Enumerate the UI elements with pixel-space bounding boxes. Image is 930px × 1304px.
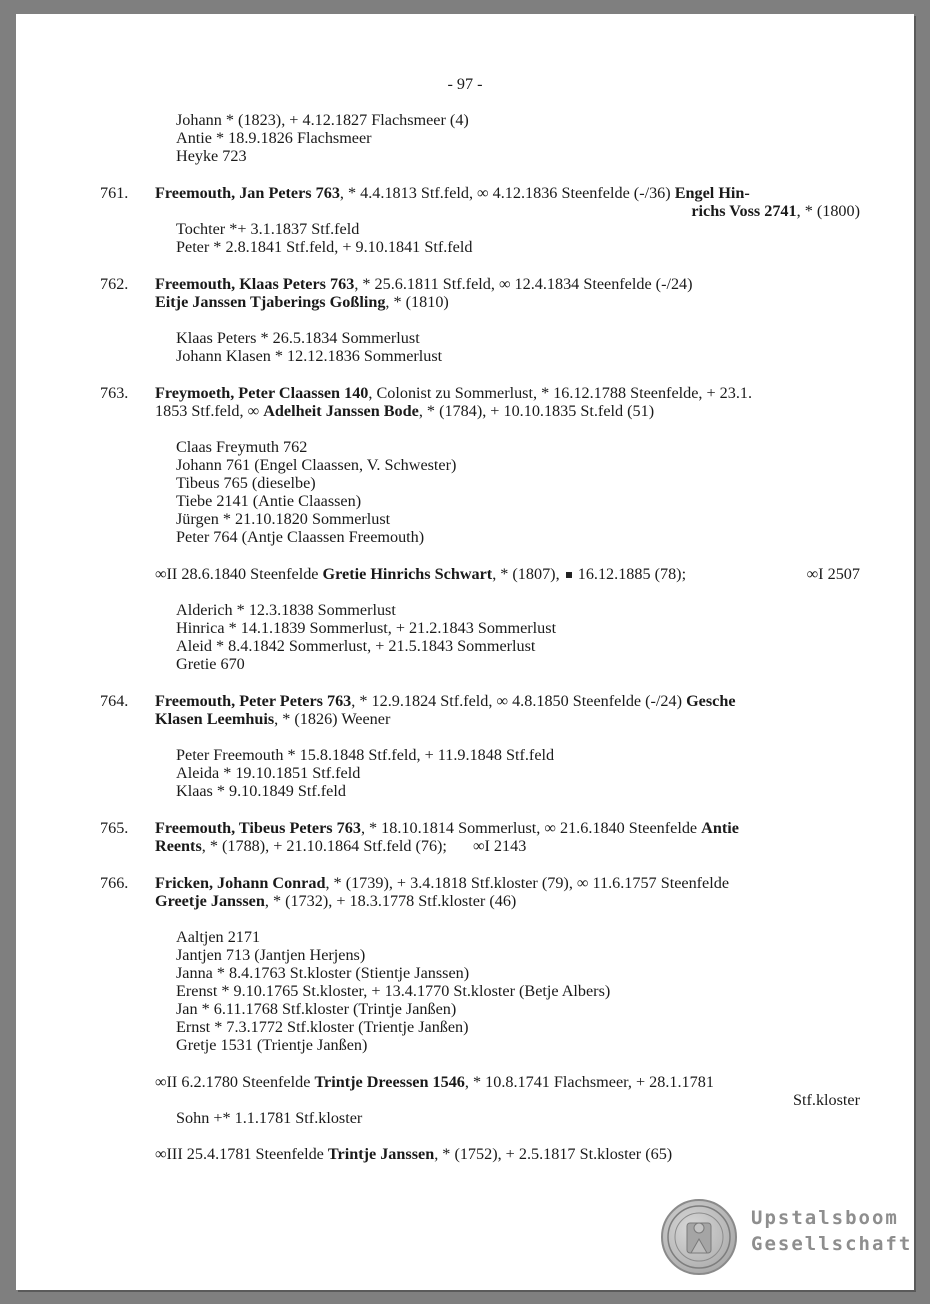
second-marriage-line	[155, 1073, 714, 1091]
person-name: Freemouth, Tibeus Peters 763	[155, 819, 361, 837]
entry-heading-continuation	[155, 293, 449, 311]
entry-number: 765.	[100, 819, 129, 837]
document-content	[16, 14, 914, 1290]
entry-details: , * 12.9.1824 Stf.feld, ∞ 4.8.1850 Steenfelde (-/24)	[351, 692, 687, 710]
entry-details: , * (1739), + 3.4.1818 Stf.kloster (79), ∞ 11.6.1757 Steenfelde	[325, 874, 730, 892]
marriage-details: ∞II 28.6.1840 Steenfelde	[155, 565, 323, 583]
entry-details: , * (1784), + 10.10.1835 St.feld (51)	[418, 402, 655, 420]
entry-details: , Colonist zu Sommerlust, * 16.12.1788 Steenfelde, + 23.1.	[368, 384, 753, 402]
person-name: Fricken, Johann Conrad	[155, 874, 326, 892]
child-line: Klaas * 9.10.1849 Stf.feld	[176, 782, 346, 800]
entry-details: , * (1732), + 18.3.1778 Stf.kloster (46)	[264, 892, 517, 910]
child-line: Peter 764 (Antje Claassen Freemouth)	[176, 528, 425, 546]
third-marriage-line	[155, 1145, 672, 1163]
child-line: Sohn +* 1.1.1781 Stf.kloster	[176, 1109, 363, 1127]
child-line: Aleida * 19.10.1851 Stf.feld	[176, 764, 361, 782]
burial-mark-icon	[566, 572, 572, 578]
spouse-name: Trintje Dreessen 1546	[314, 1073, 465, 1091]
page-number: - 97 -	[447, 75, 483, 93]
child-line: Erenst * 9.10.1765 St.kloster, + 13.4.1770 St.kloster (Betje Albers)	[176, 982, 611, 1000]
child-line: Gretje 1531 (Trientje Janßen)	[176, 1036, 368, 1054]
spouse-name: Engel Hin-	[674, 184, 750, 202]
spouse-name: Reents	[155, 837, 202, 855]
entry-details: , * (1788), + 21.10.1864 Stf.feld (76);	[201, 837, 447, 855]
spouse-name: Gretie Hinrichs Schwart	[322, 565, 493, 583]
entry-heading-continuation	[155, 837, 526, 855]
spouse-name: richs Voss 2741	[691, 202, 797, 220]
child-line: Peter * 2.8.1841 Stf.feld, + 9.10.1841 Stf.feld	[176, 238, 473, 256]
cross-reference: ∞I 2507	[806, 565, 860, 583]
child-line: Ernst * 7.3.1772 Stf.kloster (Trientje Janßen)	[176, 1018, 469, 1036]
brand-line: Upstalsboom	[751, 1207, 899, 1229]
society-logo	[661, 1199, 913, 1275]
spouse-name: Antie	[701, 819, 739, 837]
entry-heading	[155, 692, 736, 710]
entry-heading-continuation	[155, 892, 516, 910]
continuation-line: Heyke 723	[176, 147, 247, 165]
continuation-line: Antie * 18.9.1826 Flachsmeer	[176, 129, 372, 147]
spouse-name: Klasen Leemhuis	[155, 710, 275, 728]
spouse-name: Greetje Janssen	[155, 892, 265, 910]
spouse-name: Gesche	[686, 692, 736, 710]
entry-heading	[155, 819, 739, 837]
marriage-details: , * (1752), + 2.5.1817 St.kloster (65)	[434, 1145, 673, 1163]
entry-number: 762.	[100, 275, 129, 293]
second-marriage-line	[155, 565, 686, 583]
entry-heading	[155, 184, 750, 202]
child-line: Tibeus 765 (dieselbe)	[176, 474, 316, 492]
person-name: Freymoeth, Peter Claassen 140	[155, 384, 369, 402]
child-line: Jürgen * 21.10.1820 Sommerlust	[176, 510, 391, 528]
entry-heading-continuation	[155, 402, 654, 420]
marriage-details: , * (1807),	[492, 565, 564, 583]
entry-details: , * 4.4.1813 Stf.feld, ∞ 4.12.1836 Steenfelde (-/36)	[339, 184, 675, 202]
marriage-continuation: Stf.kloster	[793, 1091, 860, 1109]
child-line: Jan * 6.11.1768 Stf.kloster (Trintje Janßen)	[176, 1000, 457, 1018]
document-page	[16, 14, 914, 1290]
entry-number: 763.	[100, 384, 129, 402]
society-name	[751, 1205, 912, 1257]
entry-number: 761.	[100, 184, 129, 202]
seal-emblem-icon	[663, 1201, 735, 1273]
child-line: Tiebe 2141 (Antie Claassen)	[176, 492, 362, 510]
spouse-name: Eitje Janssen Tjaberings Goßling	[155, 293, 386, 311]
marriage-details: 16.12.1885 (78);	[573, 565, 687, 583]
entry-heading-continuation	[691, 202, 860, 220]
child-line: Peter Freemouth * 15.8.1848 Stf.feld, + 11.9.1848 Stf.feld	[176, 746, 555, 764]
child-line: Alderich * 12.3.1838 Sommerlust	[176, 601, 396, 619]
child-line: Johann 761 (Engel Claassen, V. Schwester)	[176, 456, 457, 474]
entry-details: , * 25.6.1811 Stf.feld, ∞ 12.4.1834 Steenfelde (-/24)	[354, 275, 693, 293]
seal-icon	[661, 1199, 737, 1275]
entry-details: , * 18.10.1814 Sommerlust, ∞ 21.6.1840 Steenfelde	[360, 819, 702, 837]
cross-reference: ∞I 2143	[472, 837, 527, 855]
child-line: Aaltjen 2171	[176, 928, 261, 946]
marriage-details: , * 10.8.1741 Flachsmeer, + 28.1.1781	[464, 1073, 714, 1091]
continuation-line: Johann * (1823), + 4.12.1827 Flachsmeer (4)	[176, 111, 469, 129]
brand-line: Gesellschaft	[751, 1233, 913, 1255]
spouse-name: Adelheit Janssen Bode	[263, 402, 419, 420]
child-line: Claas Freymuth 762	[176, 438, 308, 456]
entry-heading	[155, 275, 693, 293]
marriage-details: ∞III 25.4.1781 Steenfelde	[155, 1145, 328, 1163]
child-line: Johann Klasen * 12.12.1836 Sommerlust	[176, 347, 443, 365]
child-line: Janna * 8.4.1763 St.kloster (Stientje Janssen)	[176, 964, 470, 982]
person-name: Freemouth, Klaas Peters 763	[155, 275, 355, 293]
entry-details: 1853 Stf.feld, ∞	[155, 402, 264, 420]
entry-heading	[155, 384, 752, 402]
person-name: Freemouth, Peter Peters 763	[155, 692, 352, 710]
marriage-details: ∞II 6.2.1780 Steenfelde	[155, 1073, 315, 1091]
spouse-name: Trintje Janssen	[327, 1145, 435, 1163]
entry-details: , * (1826) Weener	[274, 710, 391, 728]
entry-heading-continuation	[155, 710, 390, 728]
entry-number: 764.	[100, 692, 129, 710]
child-line: Gretie 670	[176, 655, 245, 673]
entry-number: 766.	[100, 874, 129, 892]
entry-details: , * (1810)	[385, 293, 449, 311]
child-line: Hinrica * 14.1.1839 Sommerlust, + 21.2.1843 Sommerlust	[176, 619, 557, 637]
child-line: Klaas Peters * 26.5.1834 Sommerlust	[176, 329, 420, 347]
entry-details: , * (1800)	[796, 202, 860, 220]
child-line: Aleid * 8.4.1842 Sommerlust, + 21.5.1843 Sommerlust	[176, 637, 536, 655]
child-line: Jantjen 713 (Jantjen Herjens)	[176, 946, 366, 964]
person-name: Freemouth, Jan Peters 763	[155, 184, 340, 202]
child-line: Tochter *+ 3.1.1837 Stf.feld	[176, 220, 360, 238]
entry-heading	[155, 874, 729, 892]
